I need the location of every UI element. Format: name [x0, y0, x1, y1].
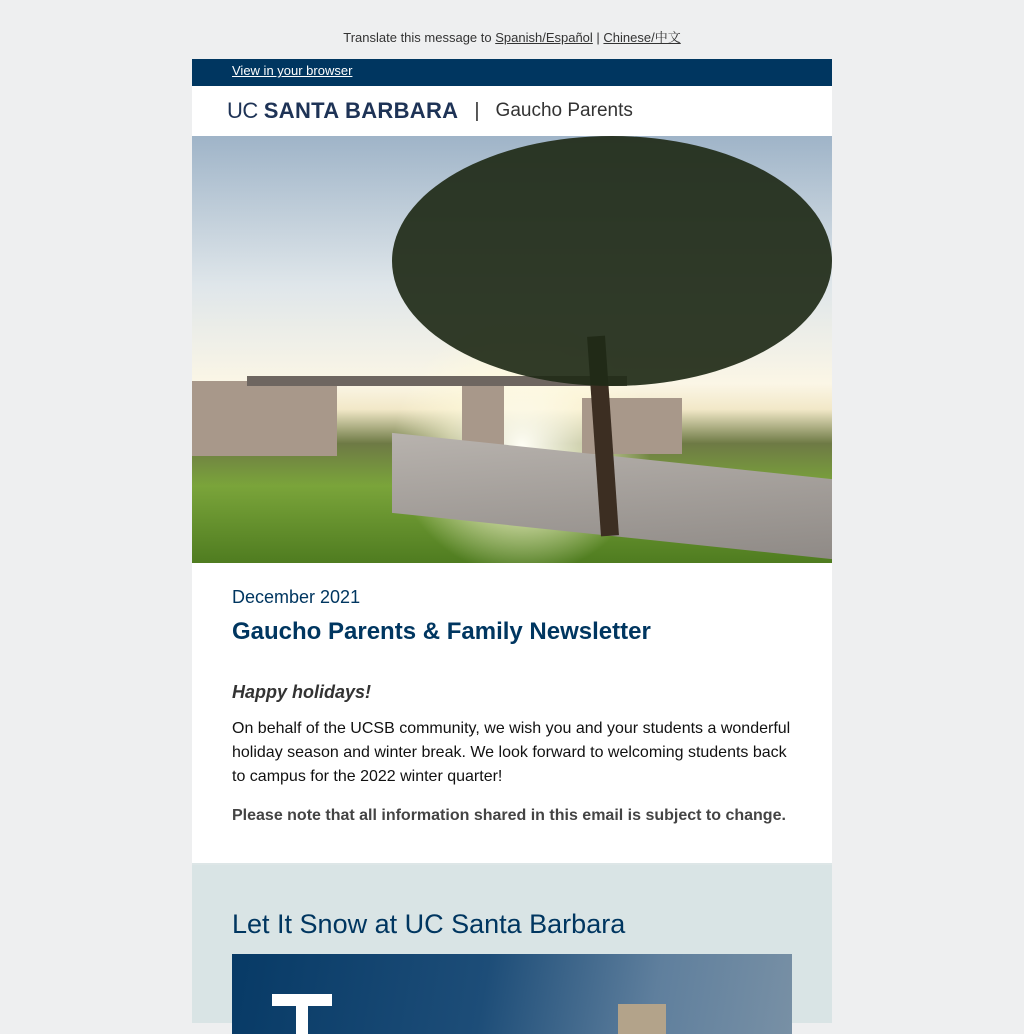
translate-prefix: Translate this message to: [343, 30, 496, 45]
newsletter-intro: [192, 563, 832, 863]
newsletter-date: December 2021: [232, 587, 361, 607]
email-container: [192, 59, 832, 1023]
brand-santa-barbara: SANTA BARBARA: [263, 98, 459, 123]
brand-subtitle: Gaucho Parents: [495, 100, 633, 121]
top-bar: [192, 59, 832, 86]
snow-banner-image[interactable]: [232, 954, 792, 1034]
translate-separator: |: [592, 30, 604, 45]
section-title: Let It Snow at UC Santa Barbara: [232, 909, 626, 939]
snow-section: [192, 863, 832, 1023]
disclaimer-note: Please note that all information shared in this email is subject to change.: [232, 807, 786, 824]
hero-gate-wall: [192, 381, 337, 456]
view-in-browser-link[interactable]: View in your browser: [232, 63, 353, 78]
banner-letter-stem: [296, 994, 308, 1034]
brand-uc: UC: [227, 98, 258, 123]
brand-header: [192, 86, 832, 136]
newsletter-title: Gaucho Parents & Family Newsletter: [232, 618, 651, 645]
hero-tree-canopy: [392, 136, 832, 386]
hero-image: [192, 136, 832, 563]
greeting: Happy holidays!: [232, 682, 372, 702]
brand-separator: |: [474, 99, 480, 122]
chinese-link[interactable]: Chinese/中文: [603, 30, 681, 45]
intro-paragraph: On behalf of the UCSB community, we wish you and your students a wonderful holiday season and winter break. We look forward to welcoming students back to campus for the 2022 winter quarter!: [232, 720, 791, 785]
storke-tower-shape: [618, 1004, 666, 1034]
spanish-link[interactable]: Spanish/Español: [495, 30, 593, 45]
translate-bar: [0, 0, 1024, 59]
